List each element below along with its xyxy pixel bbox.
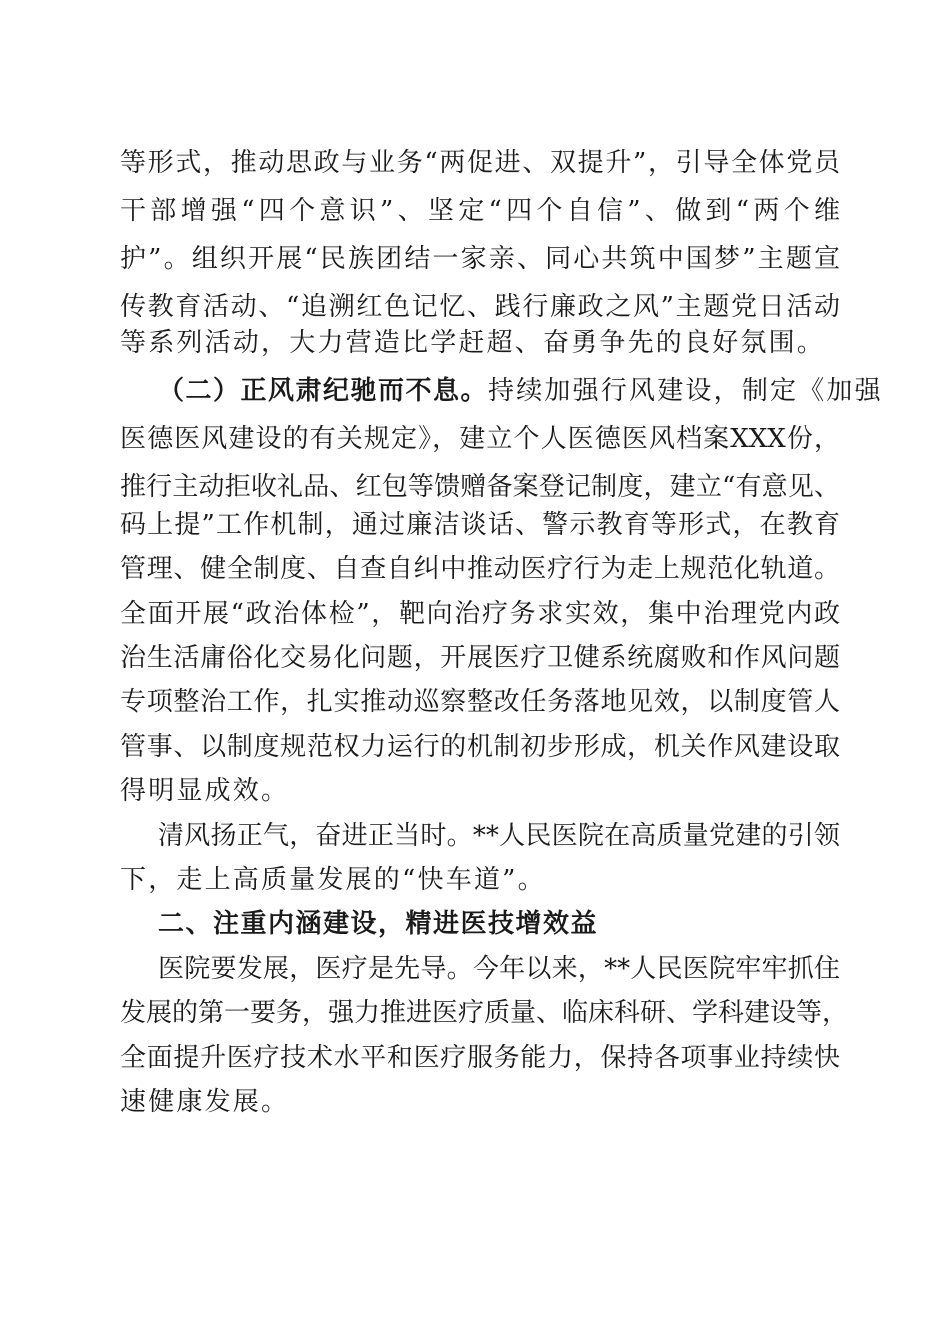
- paragraph-2-line-4: 码上提”工作机制，通过廉洁谈话、警示教育等形式，在教育: [120, 510, 840, 540]
- paragraph-3-line-1: 清风扬正气，奋进正当时。**人民医院在高质量党建的引领: [158, 821, 840, 851]
- paragraph-2-line-1: [158, 373, 883, 409]
- paragraph-2-line-8: 专项整治工作，扎实推动巡察整改任务落地见效，以制度管人: [120, 687, 840, 717]
- paragraph-1-line-4: 传教育活动、“追溯红色记忆、践行廉政之风”主题党日活动: [120, 292, 840, 322]
- paragraph-2-line-9: 管事、以制度规范权力运行的机制初步形成，机关作风建设取: [120, 732, 840, 762]
- paragraph-2-line-6: 全面开展“政治体检”，靶向治疗务求实效，集中治理党内政: [120, 599, 840, 629]
- section-heading: 二、注重内涵建设，精进医技增效益: [158, 909, 599, 939]
- paragraph-2-line-10: 得明显成效。: [120, 776, 290, 806]
- paragraph-1-line-5: 等系列活动，大力营造比学赶超、奋勇争先的良好氛围。: [120, 328, 826, 358]
- paragraph-1-line-3: 护”。组织开展“民族团结一家亲、同心共筑中国梦”主题宣: [120, 244, 840, 274]
- paragraph-4-line-1: 医院要发展，医疗是先导。今年以来，**人民医院牢牢抓住: [158, 954, 840, 984]
- paragraph-1-line-2: 干部增强“四个意识”、坚定“四个自信”、做到“两个维: [120, 196, 840, 226]
- paragraph-2-heading: （二）正风肃纪驰而不息。: [158, 376, 489, 406]
- paragraph-4-line-2: 发展的第一要务，强力推进医疗质量、临床科研、学科建设等，: [120, 998, 849, 1028]
- paragraph-1-line-1: 等形式，推动思政与业务“两促进、双提升”，引导全体党员: [120, 148, 840, 178]
- paragraph-2-line-5: 管理、健全制度、自查自纠中推动医疗行为走上规范化轨道。: [120, 554, 840, 584]
- paragraph-2-line-2: 医德医风建设的有关规定》，建立个人医德医风档案XXX份，: [120, 424, 840, 454]
- paragraph-2-line-7: 治生活庸俗化交易化问题，开展医疗卫健系统腐败和作风问题: [120, 643, 840, 673]
- paragraph-3-line-2: 下，走上高质量发展的“快车道”。: [120, 865, 546, 895]
- paragraph-2-line-1-text: 持续加强行风建设，制定《加强: [488, 376, 883, 406]
- paragraph-4-line-3: 全面提升医疗技术水平和医疗服务能力，保持各项事业持续快: [120, 1043, 840, 1073]
- paragraph-2-line-3: 推行主动拒收礼品、红包等馈赠备案登记制度，建立“有意见、: [120, 472, 840, 502]
- paragraph-4-line-4: 速健康发展。: [120, 1087, 290, 1117]
